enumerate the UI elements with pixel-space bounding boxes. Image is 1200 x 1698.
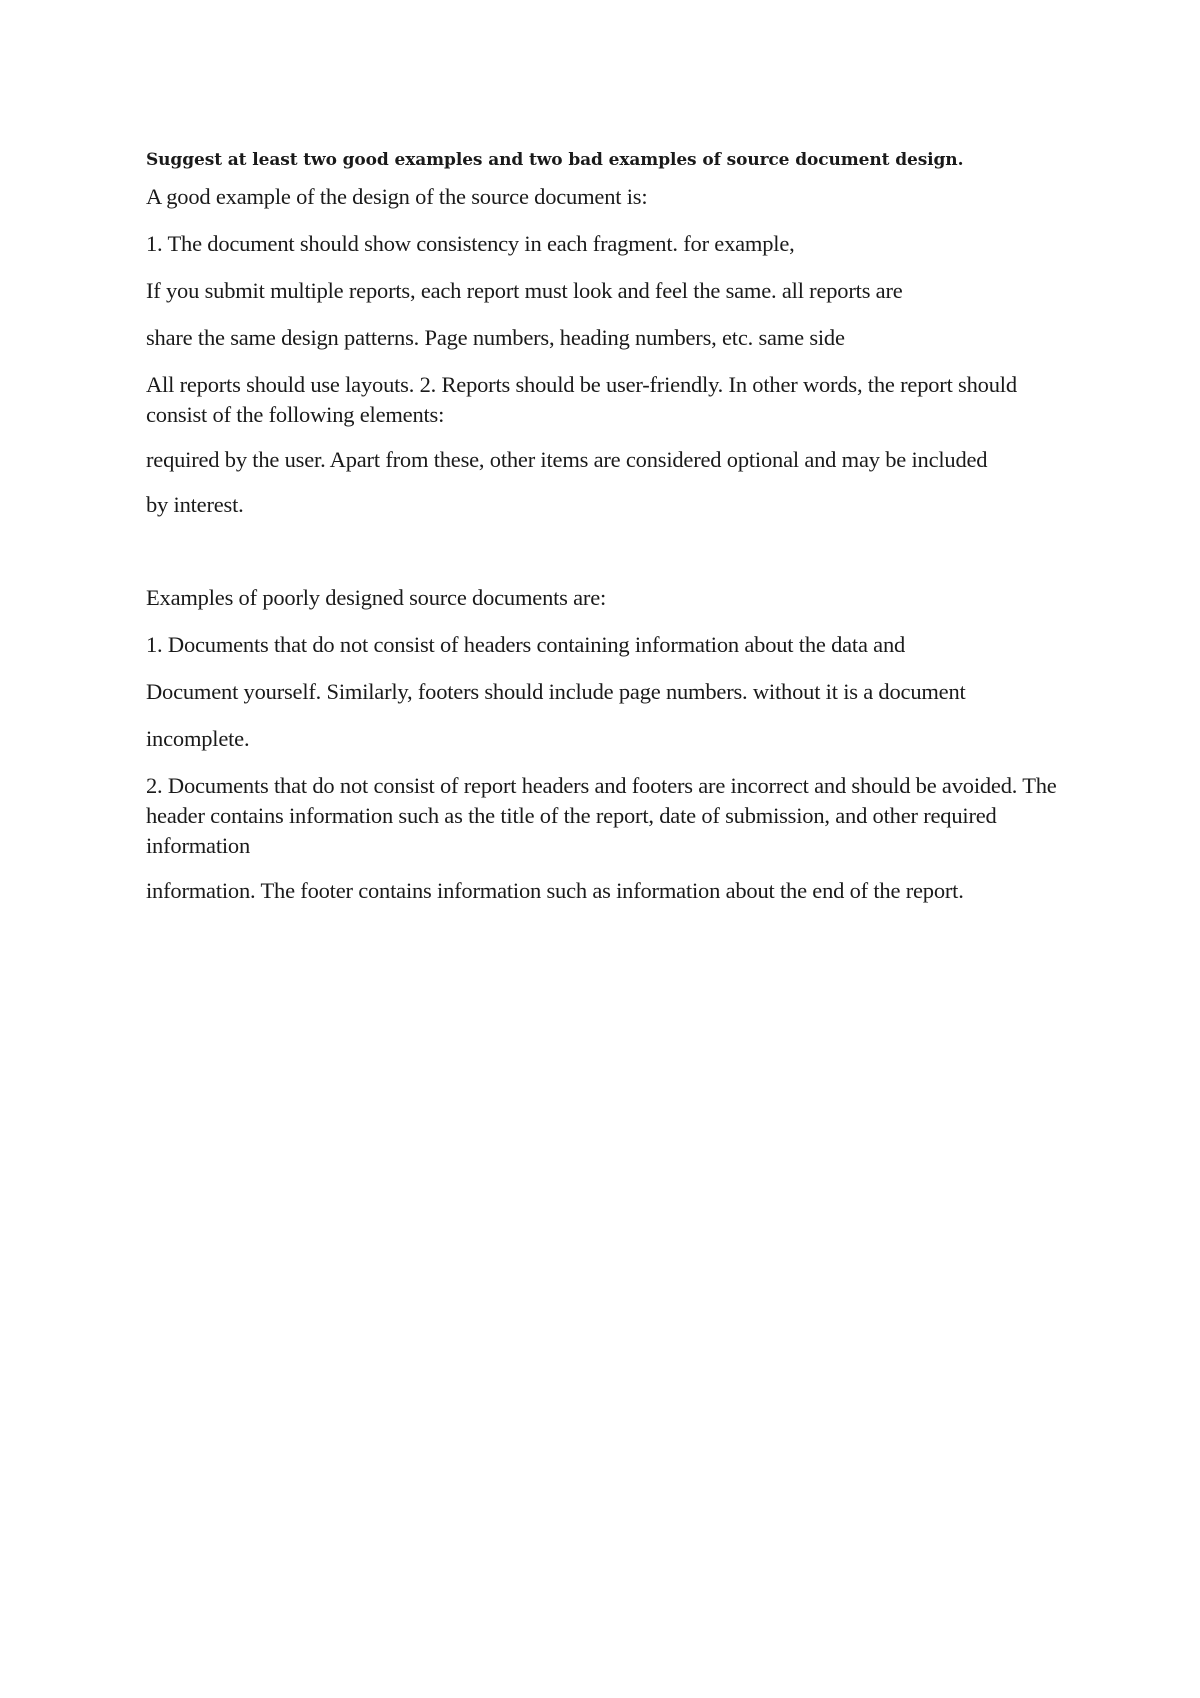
good-intro: A good example of the design of the source document is: xyxy=(146,184,648,209)
bad-intro: Examples of poorly designed source documents are: xyxy=(146,585,607,610)
bad-point-1-line-2: Document yourself. Similarly, footers should include page numbers. without it is a document xyxy=(146,679,966,704)
question-heading: Suggest at least two good examples and two bad examples of source document design. xyxy=(146,150,964,170)
good-point-1-line-2: If you submit multiple reports, each report must look and feel the same. all reports are xyxy=(146,278,903,303)
bad-point-1: 1. Documents that do not consist of headers containing information about the data and xyxy=(146,632,906,657)
document-body xyxy=(146,146,1076,923)
good-point-2: All reports should use layouts. 2. Reports should be user-friendly. In other words, the report should consist of the following elements: xyxy=(146,372,1017,427)
good-point-2-line-3: by interest. xyxy=(146,492,244,517)
good-point-2-line-2: required by the user. Apart from these, other items are considered optional and may be included xyxy=(146,447,988,472)
section-gap xyxy=(146,537,1076,583)
good-point-1-line-3: share the same design patterns. Page numbers, heading numbers, etc. same side xyxy=(146,325,845,350)
good-point-1: 1. The document should show consistency in each fragment. for example, xyxy=(146,231,795,256)
bad-point-2-line-2: information. The footer contains information such as information about the end of the report. xyxy=(146,878,964,903)
bad-point-2: 2. Documents that do not consist of report headers and footers are incorrect and should be avoided. The header contains information such as the title of the report, date of submission, and other required information xyxy=(146,773,1057,858)
bad-point-1-line-3: incomplete. xyxy=(146,726,250,751)
